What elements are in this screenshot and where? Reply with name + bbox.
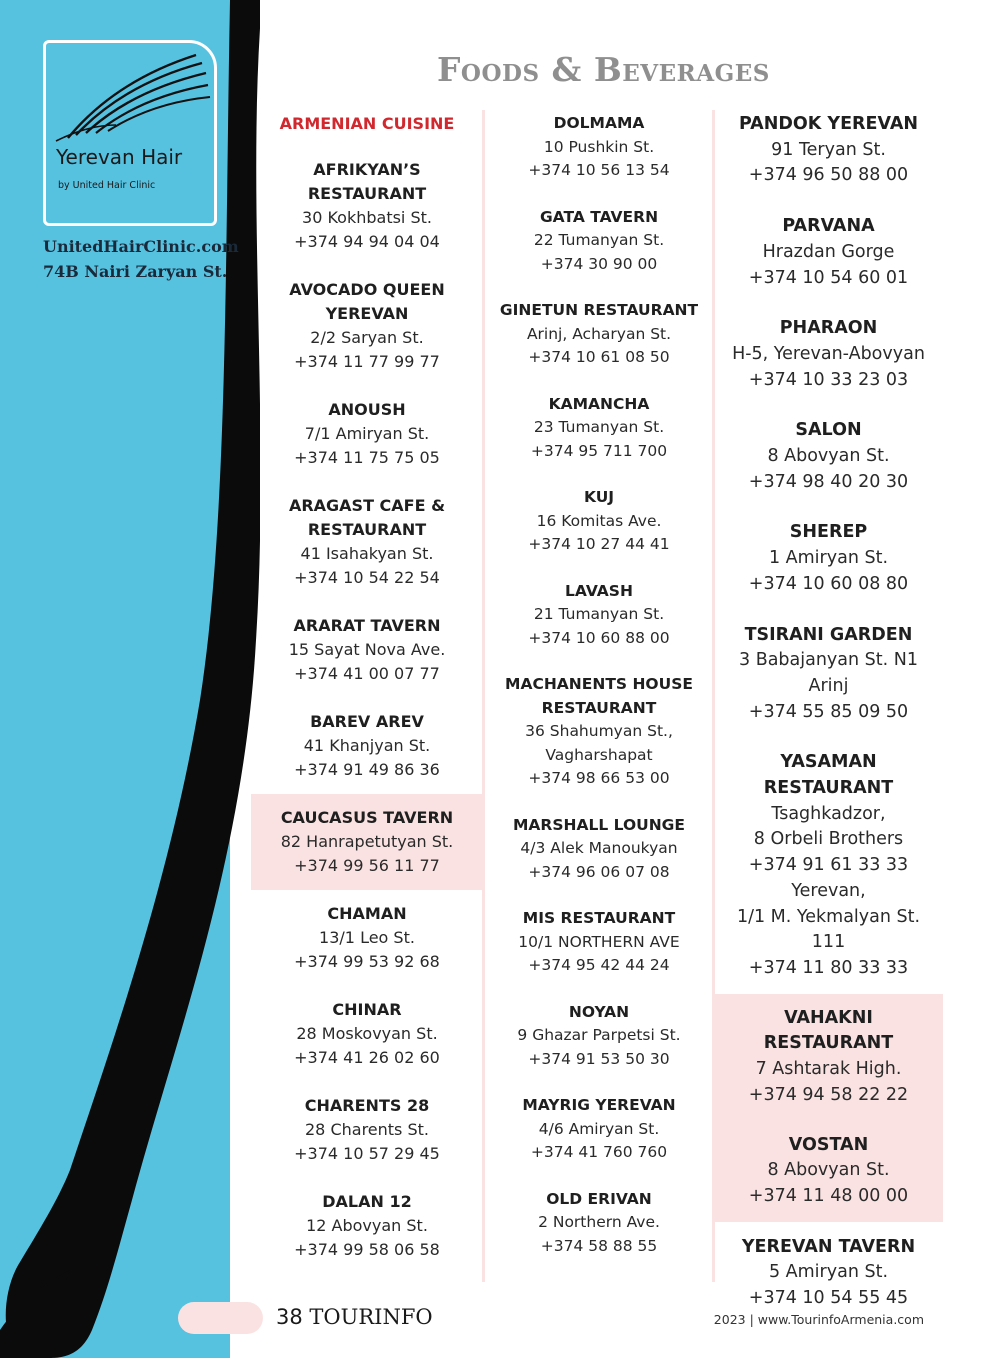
restaurant-entry <box>715 112 942 189</box>
restaurant-address: 2 Northern Ave. <box>538 1213 660 1231</box>
restaurant-phone: +374 10 33 23 03 <box>748 369 909 390</box>
restaurant-name: CHINAR <box>332 1000 402 1019</box>
restaurant-phone: +374 99 58 06 58 <box>294 1240 440 1259</box>
restaurant-address: 2/2 Saryan St. <box>310 328 424 347</box>
restaurant-address: 82 Hanrapetutyan St. <box>280 832 454 851</box>
restaurant-phone: +374 94 58 22 22 <box>748 1084 909 1105</box>
restaurant-entry <box>252 1094 482 1166</box>
restaurant-address: 4/3 Alek Manoukyan <box>520 839 678 857</box>
restaurant-name: SALON <box>795 420 862 441</box>
restaurant-entry <box>252 614 482 686</box>
restaurant-phone: +374 95 711 700 <box>530 441 668 460</box>
restaurant-name: GATA TAVERN <box>539 207 659 226</box>
restaurant-entry <box>487 580 711 651</box>
restaurant-address: 8 Abovyan St. <box>767 1160 890 1181</box>
restaurant-entry <box>714 1121 943 1222</box>
restaurant-name: AVOCADO QUEEN <box>289 280 445 299</box>
restaurant-name: SHEREP <box>789 522 868 543</box>
restaurant-entry <box>252 902 482 974</box>
restaurant-name: PHARAON <box>779 318 878 339</box>
restaurant-name: RESTAURANT <box>307 184 427 203</box>
restaurant-address: 1 Amiryan St. <box>768 548 889 569</box>
restaurant-phone: +374 10 27 44 41 <box>528 535 670 553</box>
restaurant-address: 1/1 M. Yekmalyan St. <box>736 906 921 927</box>
restaurant-phone: +374 10 60 88 00 <box>528 628 670 647</box>
restaurant-phone: +374 10 57 29 45 <box>294 1144 440 1163</box>
restaurant-address: 7/1 Amiryan St. <box>304 424 430 443</box>
restaurant-address: 12 Abovyan St. <box>306 1216 428 1235</box>
restaurant-address: Arinj, Acharyan St. <box>526 324 672 343</box>
restaurant-name: DALAN 12 <box>322 1192 412 1211</box>
clinic-url[interactable]: UnitedHairClinic.com <box>43 237 239 256</box>
restaurant-entry <box>252 398 482 470</box>
restaurant-entry <box>715 214 942 291</box>
restaurant-name: PARVANA <box>782 216 875 237</box>
restaurant-name: LAVASH <box>565 581 633 600</box>
page-title: Foods & Beverages <box>437 50 770 89</box>
restaurant-name: TSIRANI GARDEN <box>744 624 913 645</box>
restaurant-entry <box>252 1190 482 1262</box>
restaurant-address: Vagharshapat <box>545 745 653 764</box>
section-heading: ARMENIAN CUISINE <box>279 114 455 133</box>
restaurant-phone: +374 96 50 88 00 <box>748 165 909 186</box>
restaurant-address: 21 Tumanyan St. <box>533 605 665 623</box>
restaurant-address: Yerevan, <box>791 880 866 901</box>
restaurant-phone: +374 96 06 07 08 <box>528 862 670 881</box>
restaurant-entry <box>715 750 942 981</box>
restaurant-address: 3 Babajanyan St. N1 <box>739 650 918 671</box>
restaurant-phone: +374 30 90 00 <box>540 254 658 273</box>
restaurant-name: DOLMAMA <box>553 114 645 132</box>
restaurant-phone: +374 98 40 20 30 <box>748 471 909 492</box>
restaurant-address: 8 Orbeli Brothers <box>753 829 904 850</box>
restaurant-address: 10 Pushkin St. <box>543 137 655 156</box>
restaurant-name: PANDOK YEREVAN <box>738 114 919 134</box>
footer-pill <box>178 1302 263 1334</box>
restaurant-entry <box>487 907 711 978</box>
restaurant-address: 23 Tumanyan St. <box>533 418 665 436</box>
restaurant-name: MACHANENTS HOUSE <box>505 675 693 693</box>
restaurant-address: 36 Shahumyan St., <box>525 722 673 740</box>
restaurant-phone: +374 55 85 09 50 <box>748 701 909 722</box>
magazine-name: TOURINFO <box>309 1305 433 1329</box>
logo <box>43 40 217 226</box>
restaurant-name: CAUCASUS TAVERN <box>280 808 454 827</box>
restaurant-entry <box>715 1235 942 1312</box>
restaurant-entry <box>715 316 942 393</box>
restaurant-name: BAREV AREV <box>310 712 424 731</box>
restaurant-address: 111 <box>811 932 846 953</box>
restaurant-phone: +374 41 760 760 <box>530 1143 668 1161</box>
restaurant-name: RESTAURANT <box>307 520 427 539</box>
restaurant-address: 30 Kokhbatsi St. <box>302 208 432 227</box>
restaurant-entry <box>487 299 711 370</box>
listing-column-1 <box>252 112 482 1286</box>
restaurant-phone: +374 98 66 53 00 <box>528 769 670 787</box>
restaurant-name: MARSHALL LOUNGE <box>512 815 685 834</box>
restaurant-phone: +374 10 54 22 54 <box>294 568 440 587</box>
restaurant-address: Arinj <box>808 675 849 696</box>
logo-subtitle: by United Hair Clinic <box>58 180 156 191</box>
restaurant-address: 9 Ghazar Parpetsi St. <box>517 1026 681 1044</box>
restaurant-entry <box>252 494 482 590</box>
restaurant-address: 15 Sayat Nova Ave. <box>288 640 446 659</box>
restaurant-phone: +374 10 56 13 54 <box>528 161 670 179</box>
restaurant-name: OLD ERIVAN <box>546 1189 652 1208</box>
restaurant-phone: +374 11 80 33 33 <box>748 957 909 978</box>
restaurant-address: 8 Abovyan St. <box>767 446 890 467</box>
restaurant-name: CHAMAN <box>327 904 407 923</box>
page-number: 38 <box>276 1305 303 1329</box>
column-divider <box>482 110 485 1282</box>
listing-column-3 <box>715 112 942 1337</box>
restaurant-name: KAMANCHA <box>548 394 650 413</box>
restaurant-phone: +374 91 61 33 33 <box>748 855 909 876</box>
restaurant-name: CHARENTS 28 <box>304 1096 430 1115</box>
restaurant-name: YASAMAN RESTAURANT <box>763 752 894 799</box>
restaurant-phone: +374 91 49 86 36 <box>294 760 440 779</box>
restaurant-name: VAHAKNI RESTAURANT <box>763 1007 894 1054</box>
listing-column-2 <box>487 112 711 1281</box>
restaurant-entry <box>487 393 711 464</box>
restaurant-phone: +374 91 53 50 30 <box>528 1049 670 1068</box>
restaurant-address: 10/1 NORTHERN AVE <box>518 932 680 951</box>
restaurant-name: GINETUN RESTAURANT <box>499 301 699 319</box>
restaurant-entry <box>487 486 711 557</box>
restaurant-entry <box>487 1188 711 1259</box>
restaurant-name: ARARAT TAVERN <box>293 616 441 635</box>
clinic-address: 74B Nairi Zaryan St. <box>43 262 228 281</box>
restaurant-name: KUJ <box>583 488 615 506</box>
restaurant-name: YEREVAN <box>325 304 409 323</box>
restaurant-entry <box>715 520 942 597</box>
restaurant-entry <box>487 1094 711 1165</box>
restaurant-name: ANOUSH <box>328 400 406 419</box>
restaurant-address: 41 Khanjyan St. <box>303 736 431 755</box>
restaurant-phone: +374 41 26 02 60 <box>294 1048 440 1067</box>
restaurant-address: 5 Amiryan St. <box>768 1262 889 1283</box>
restaurant-entry <box>487 206 711 277</box>
restaurant-name: MIS RESTAURANT <box>522 909 676 927</box>
restaurant-entry <box>252 158 482 254</box>
restaurant-entry <box>487 814 711 885</box>
restaurant-phone: +374 41 00 07 77 <box>294 664 440 683</box>
restaurant-name: RESTAURANT <box>541 698 657 717</box>
restaurant-address: H-5, Yerevan-Abovyan <box>732 343 925 364</box>
restaurant-name: MAYRIG YEREVAN <box>522 1096 676 1114</box>
restaurant-phone: +374 11 48 00 00 <box>748 1185 909 1206</box>
logo-title: Yerevan Hair <box>56 145 183 169</box>
restaurant-entry <box>252 710 482 782</box>
restaurant-phone: +374 95 42 44 24 <box>528 956 670 974</box>
footer-page-label <box>276 1305 433 1329</box>
restaurant-phone: +374 58 88 55 <box>540 1236 658 1255</box>
restaurant-name: AFRIKYAN’S <box>313 160 421 179</box>
restaurant-phone: +374 10 54 55 45 <box>748 1288 909 1309</box>
restaurant-address: 4/6 Amiryan St. <box>538 1119 660 1138</box>
hair-strands-icon <box>46 43 214 153</box>
restaurant-name: YEREVAN TAVERN <box>741 1236 916 1257</box>
restaurant-entry <box>715 418 942 495</box>
restaurant-phone: +374 99 56 11 77 <box>294 856 440 875</box>
restaurant-entry <box>714 994 943 1121</box>
restaurant-address: 7 Ashtarak High. <box>755 1059 902 1080</box>
restaurant-entry <box>487 112 711 183</box>
restaurant-entry <box>715 623 942 726</box>
restaurant-phone: +374 11 77 99 77 <box>294 352 440 371</box>
restaurant-phone: +374 11 75 75 05 <box>294 448 440 467</box>
restaurant-phone: +374 10 54 60 01 <box>748 267 909 288</box>
restaurant-entry <box>251 794 483 890</box>
restaurant-phone: +374 10 61 08 50 <box>528 348 670 366</box>
restaurant-phone: +374 99 53 92 68 <box>294 952 440 971</box>
restaurant-address: 13/1 Leo St. <box>319 928 415 947</box>
restaurant-address: 91 Teryan St. <box>771 139 886 160</box>
restaurant-name: ARAGAST CAFE & <box>288 496 446 515</box>
footer-website[interactable]: 2023 | www.TourinfoArmenia.com <box>713 1312 924 1327</box>
restaurant-name: NOYAN <box>568 1002 630 1021</box>
restaurant-entry <box>252 998 482 1070</box>
restaurant-address: 22 Tumanyan St. <box>533 231 665 249</box>
restaurant-address: 28 Charents St. <box>305 1120 429 1139</box>
restaurant-entry <box>487 1001 711 1072</box>
restaurant-entry <box>252 278 482 374</box>
restaurant-entry <box>487 673 711 791</box>
restaurant-address: Tsaghkadzor, <box>771 803 886 824</box>
restaurant-phone: +374 94 94 04 04 <box>294 232 440 251</box>
restaurant-address: Hrazdan Gorge <box>762 241 895 262</box>
restaurant-phone: +374 10 60 08 80 <box>748 573 909 594</box>
restaurant-address: 41 Isahakyan St. <box>300 544 434 563</box>
restaurant-address: 28 Moskovyan St. <box>296 1024 438 1043</box>
restaurant-name: VOSTAN <box>788 1134 869 1155</box>
restaurant-address: 16 Komitas Ave. <box>536 511 662 530</box>
